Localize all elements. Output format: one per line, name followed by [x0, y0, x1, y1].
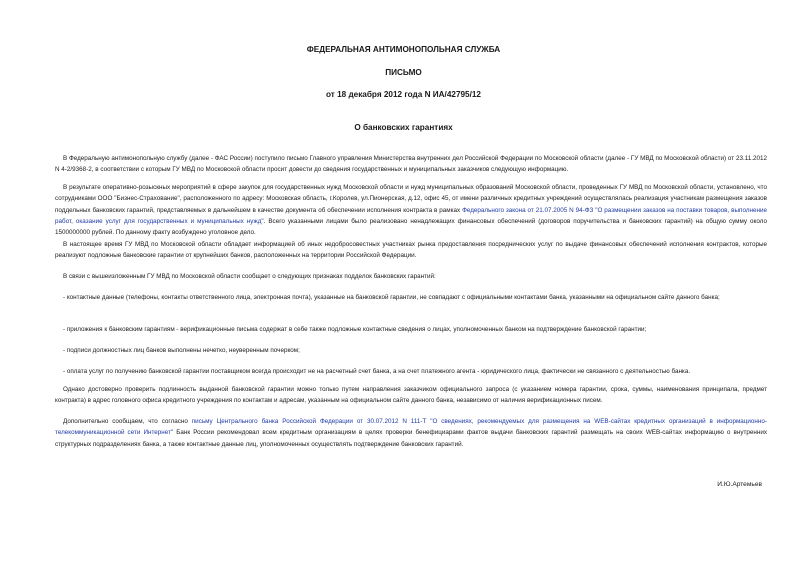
bullet-verification-letters: - приложения к банковским гарантиям - верификационные письма содержат в себе также подложные контактные сведения о лицах, уполномоченных банком на подтверждение банковской гарантии; [63, 326, 647, 333]
bullet-payment: - оплата услуг по получению банковской гарантии поставщиком всегда происходит не на расчетный счет банка, а на счет платежного агента - юридического лица, фактически не связанного с деятельностью банка. [63, 368, 691, 375]
paragraph-6-text-a: Дополнительно сообщаем, что согласно [63, 418, 192, 425]
federal-law-link[interactable]: Федерального закона от 21.07.2005 N 94-ФЗ "О размещении заказов на поставки товаров, выполнение работ, оказание услуг для государственных и муниципальных нужд" [55, 206, 767, 225]
paragraph-4: В связи с вышеизложенным ГУ МВД по Московской области сообщает о следующих признаках подделок банковских гарантий: [63, 273, 436, 280]
doc-subject: О банковских гарантиях [354, 123, 453, 132]
doc-type: ПИСЬМО [385, 68, 422, 77]
paragraph-1: В Федеральную антимонопольную службу (далее - ФАС России) поступило письмо Главного управления Министерства внутренних дел Российской Федерации по Московской области (далее - ГУ МВД по Московской области) от 23.11.2012 N 4-2/9368-2, в соответствии с которым ГУ МВД по Московской области просит довести до сведения государственных и муниципальных заказчиков следующую информацию. [55, 155, 767, 174]
doc-date-number: от 18 декабря 2012 года N ИА/42795/12 [326, 90, 481, 99]
paragraph-2-text-a: В результате оперативно-розыскных мероприятий в сфере закупок для государственных нужд Московской области и нужд муниципальных образований Московской области, проведенных ГУ МВД по Московской области, установлено, что сотрудниками ООО "Бизнес-Страхование", расположенного по адресу: Московская область, г.Королев, ул.Пионерская, д.12, офис 45, от имени различных кредитных учреждений осуществлялась реализация участникам размещения заказов поддельных банковских гарантий, представляемых в дальнейшем в качестве документа об обеспечении исполнения контракта в рамках [55, 184, 767, 214]
paragraph-2 [55, 182, 767, 238]
agency-title: ФЕДЕРАЛЬНАЯ АНТИМОНОПОЛЬНАЯ СЛУЖБА [306, 45, 501, 54]
paragraph-2-text-b: . Всего указанными лицами было реализовано ненадлежащих финансовых обеспечений (договоров поручительства и банковских гарантий) на общую сумму около 1500000000 рублей. По данному факту возбуждено уголовное дело. [55, 217, 767, 237]
bullet-signatures: - подписи должностных лиц банков выполнены нечетко, неуверенным почерком; [63, 347, 300, 354]
paragraph-6 [55, 416, 767, 450]
bullet-contacts: - контактные данные (телефоны, контакты ответственного лица, электронная почта), указанные на банковской гарантии, не совпадают с официальными контактами банка, указанными на официальном сайте данного банка; [63, 294, 720, 301]
central-bank-letter-link[interactable]: письму Центрального банка Российской Федерации от 30.07.2012 N 111-Т "О сведениях, рекомендуемых для размещения на WEB-сайтах кредитных организаций в информационно-телекоммуникационной сети Интернет" [55, 418, 767, 437]
paragraph-5: Однако достоверно проверить подлинность выданной банковской гарантии можно только путем направления заказчиком официального запроса (с указанием номера гарантии, срока, суммы, наименования принципала, предмет контракта) в адрес головного офиса кредитного учреждения по контактам и адресам, указанным на официальном сайте данного банка, независимо от наличия верификационных писем. [55, 386, 767, 405]
paragraph-3: В настоящее время ГУ МВД по Московской области обладает информацией об иных недобросовестных участниках рынка предоставления посреднических услуг по выдаче финансовых обеспечений исполнения контрактов, которые реализуют подложные банковские гарантии от крупнейших банков, расположенных на территории Российской Федерации. [55, 241, 767, 260]
signature: И.Ю.Артемьев [717, 481, 762, 488]
paragraph-6-text-b: Банк России рекомендовал всем кредитным организациям в целях проверки бенефициарами фактов выдачи банковских гарантий размещать на своих WEB-сайтах информацию о внутренних структурных подразделениях банка, а также контактные данные лиц, уполномоченных осуществлять подтверждение банковских гарантий. [55, 429, 767, 448]
